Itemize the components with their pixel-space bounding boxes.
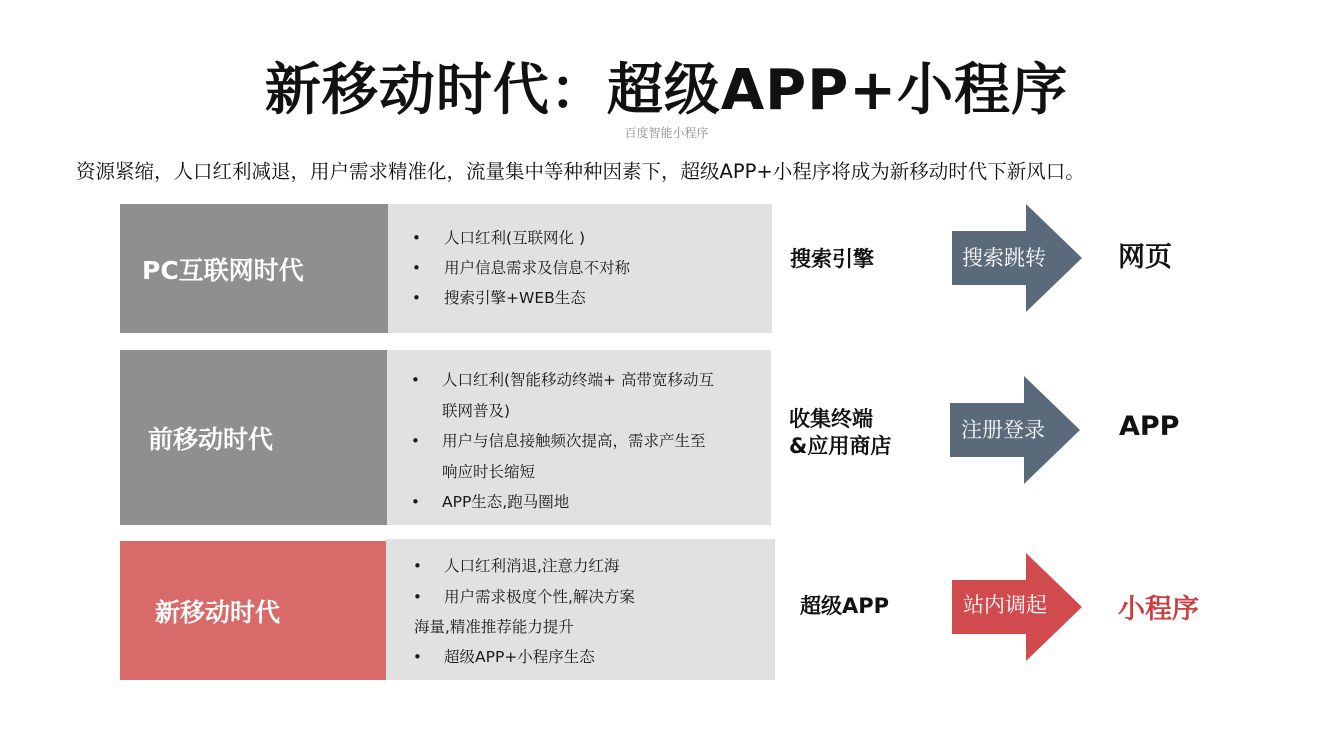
era-detail-line: 搜索引擎+WEB生态 <box>444 289 586 307</box>
era-label-pre-mobile <box>120 350 387 525</box>
channel-new-mobile <box>800 593 889 620</box>
era-label-new-mobile-text: 新移动时代 <box>155 597 281 627</box>
era-detail-line: 用户需求极度个性,解决方案 <box>444 588 635 606</box>
era-detail-line: APP生态,跑马圈地 <box>442 493 570 511</box>
bullet-icon: • <box>411 371 420 389</box>
era-detail-line: 响应时长缩短 <box>442 463 536 481</box>
era-detail-new-mobile <box>386 539 775 680</box>
era-detail-line: 人口红利(互联网化 ) <box>444 229 586 247</box>
era-detail-line: 用户与信息接触频次提高，需求产生至 <box>442 432 706 450</box>
bullet-icon: • <box>413 588 422 606</box>
channel-pc <box>790 246 874 273</box>
era-detail-pre-mobile <box>387 350 771 525</box>
era-label-pc-text: PC互联网时代 <box>142 255 304 285</box>
era-detail-line: 联网普及) <box>442 402 511 420</box>
era-label-pc <box>120 204 388 333</box>
channel-line: 收集终端 <box>789 407 873 431</box>
intro-text: 资源紧缩，人口红利减退，用户需求精准化，流量集中等种种因素下，超级APP+小程序将成为新移动时代下新风口。 <box>76 160 1085 183</box>
era-detail-line: 海量,精准推荐能力提升 <box>414 618 574 636</box>
result-mini-program <box>1118 594 1199 626</box>
result-app <box>1119 411 1179 443</box>
bullet-icon: • <box>412 259 421 277</box>
era-detail-line: 超级APP+小程序生态 <box>444 648 595 666</box>
channel-line: 超级APP <box>800 594 890 618</box>
arrow-search-jump <box>952 204 1082 312</box>
era-label-pre-mobile-text: 前移动时代 <box>148 424 274 454</box>
era-detail-line: 人口红利(智能移动终端+ 高带宽移动互 <box>442 371 714 389</box>
era-label-new-mobile <box>120 541 386 680</box>
era-detail-line: 人口红利消退,注意力红海 <box>444 557 620 575</box>
bullet-icon: • <box>411 493 420 511</box>
result-mini-program-text: 小程序 <box>1118 594 1199 625</box>
era-detail-pc <box>388 204 772 333</box>
channel-line: &应用商店 <box>789 434 892 458</box>
watermark-text: 百度智能小程序 <box>624 126 709 140</box>
bullet-icon: • <box>413 648 422 666</box>
result-web-text: 网页 <box>1118 242 1172 273</box>
arrow-label: 注册登录 <box>961 418 1045 442</box>
result-web <box>1118 242 1172 274</box>
bullet-icon: • <box>413 557 422 575</box>
bullet-icon: • <box>412 289 421 307</box>
channel-pre-mobile <box>789 406 891 460</box>
arrow-in-app-launch <box>952 553 1082 661</box>
arrow-label: 搜索跳转 <box>962 246 1046 270</box>
page-title: 新移动时代：超级APP+小程序 <box>264 58 1069 123</box>
channel-line: 搜索引擎 <box>790 247 874 271</box>
bullet-icon: • <box>411 432 420 450</box>
arrow-label: 站内调起 <box>963 593 1047 617</box>
bullet-icon: • <box>412 229 421 247</box>
arrow-register-login <box>950 376 1080 484</box>
result-app-text: APP <box>1119 411 1180 442</box>
era-detail-line: 用户信息需求及信息不对称 <box>444 259 631 277</box>
